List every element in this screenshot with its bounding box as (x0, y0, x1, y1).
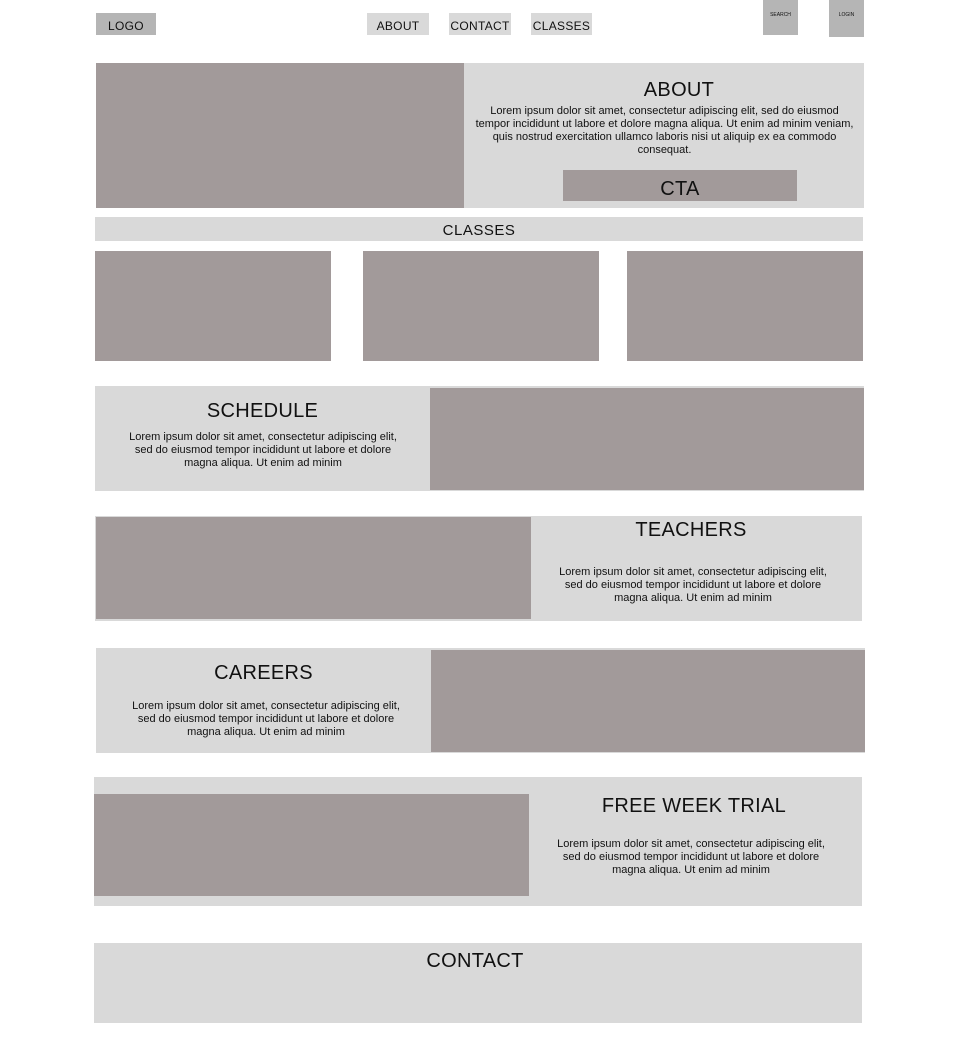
search-button[interactable]: SEARCH (763, 0, 798, 35)
teachers-image (96, 517, 531, 619)
careers-image (431, 650, 865, 752)
careers-title: CAREERS (214, 662, 313, 684)
class-card-1[interactable] (95, 251, 331, 361)
nav-classes-button[interactable]: CLASSES (531, 13, 592, 35)
cta-button[interactable]: CTA (563, 170, 797, 201)
careers-text: Lorem ipsum dolor sit amet, consectetur adipiscing elit, sed do eiusmod tempor incididunt ut labore et dolore magna aliqua. Ut enim ad minim (132, 700, 400, 738)
contact-title: CONTACT (426, 950, 524, 972)
schedule-image (430, 388, 864, 490)
trial-title: FREE WEEK TRIAL (601, 795, 787, 817)
teachers-text: Lorem ipsum dolor sit amet, consectetur adipiscing elit, sed do eiusmod tempor incididunt ut labore et dolore magna aliqua. Ut enim ad minim (559, 566, 827, 604)
login-button[interactable]: LOGIN (829, 0, 864, 37)
class-card-2[interactable] (363, 251, 599, 361)
about-text: Lorem ipsum dolor sit amet, consectetur adipiscing elit, sed do eiusmod tempor incididunt ut labore et dolore magna aliqua. Ut enim ad minim veniam, quis nostrud exercitation ullamco laboris nisi ut aliquip ex ea commodo consequat. (475, 105, 854, 156)
classes-title: CLASSES (95, 217, 863, 241)
teachers-title: TEACHERS (635, 519, 747, 541)
nav-contact-button[interactable]: CONTACT (449, 13, 511, 35)
about-image (96, 63, 464, 208)
about-title: ABOUT (643, 79, 715, 101)
trial-text: Lorem ipsum dolor sit amet, consectetur adipiscing elit, sed do eiusmod tempor incididunt ut labore et dolore magna aliqua. Ut enim ad minim (557, 838, 825, 876)
class-card-3[interactable] (627, 251, 863, 361)
schedule-title: SCHEDULE (206, 400, 319, 422)
logo[interactable]: LOGO (96, 13, 156, 35)
trial-image (94, 794, 529, 896)
nav-about-button[interactable]: ABOUT (367, 13, 429, 35)
schedule-text: Lorem ipsum dolor sit amet, consectetur adipiscing elit, sed do eiusmod tempor incididunt ut labore et dolore magna aliqua. Ut enim ad minim (129, 431, 397, 469)
